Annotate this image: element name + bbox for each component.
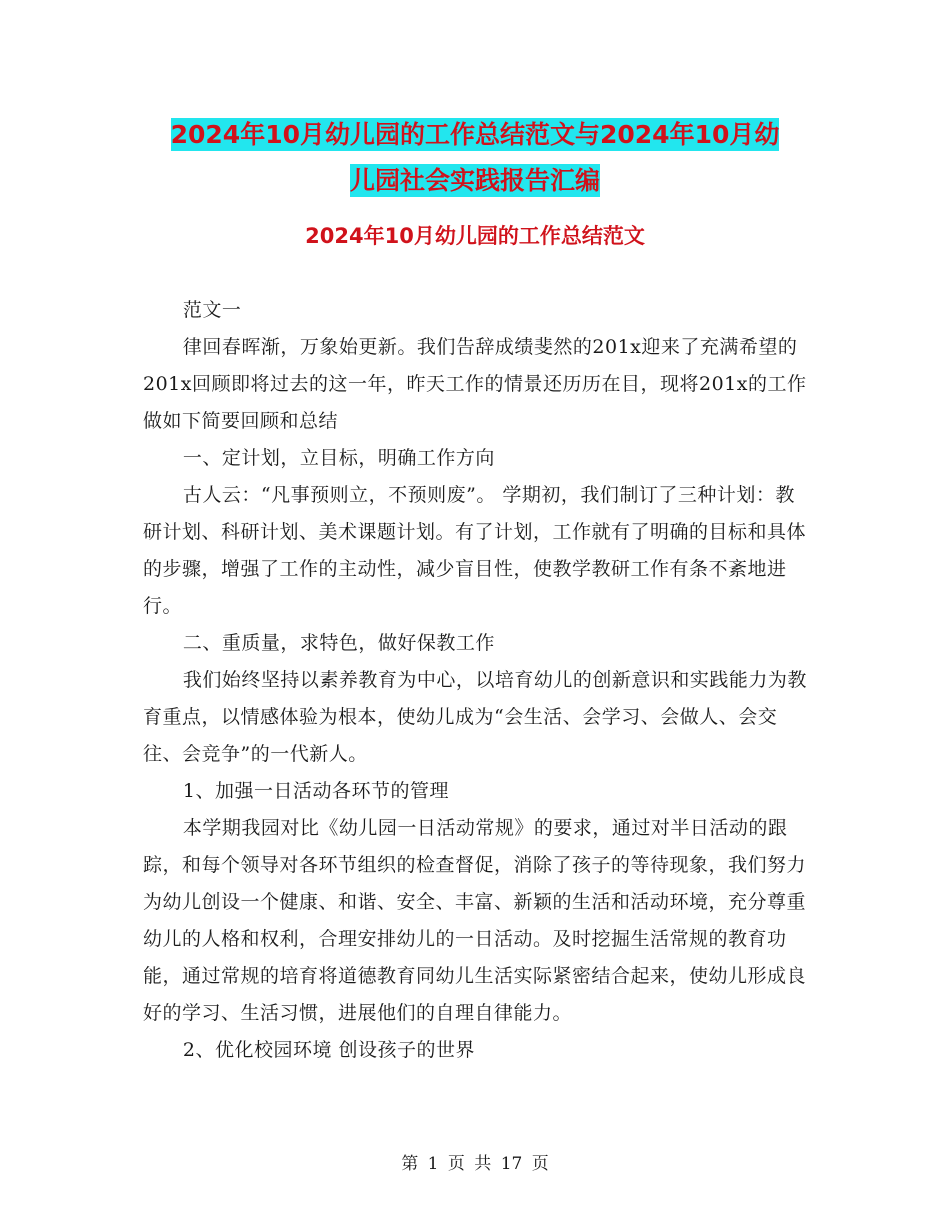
paragraph: 1、加强一日活动各环节的管理 — [182, 780, 449, 802]
paragraph: 一、定计划，立目标，明确工作方向 — [182, 447, 495, 469]
paragraph: 范文一 — [182, 299, 242, 321]
page-footer: 第 1 页 共 17 页 — [401, 1154, 549, 1174]
paragraph: 二、重质量，求特色，做好保教工作 — [182, 632, 495, 654]
section-title: 2024年10月幼儿园的工作总结范文 — [305, 224, 645, 248]
document-title-line-1: 2024年10月幼儿园的工作总结范文与2024年10月幼 — [170, 120, 780, 149]
document-title-line-2: 儿园社会实践报告汇编 — [349, 166, 600, 195]
paragraph: 本学期我园对比《幼儿园一日活动常规》的要求，通过对半日活动的跟踪，和每个领导对各环节组织的检查督促，消除了孩子的等待现象，我们努力为幼儿创设一个健康、和谐、安全、丰富、新颖的生活和活动环境，充分尊重幼儿的人格和权利，合理安排幼儿的一日活动。及时挖掘生活常规的教育功能，通过常规的培育将道德教育同幼儿生活实际紧密结合起来，使幼儿形成良好的学习、生活习惯，进展他们的自理自律能力。 — [143, 817, 807, 1024]
paragraph: 我们始终坚持以素养教育为中心，以培育幼儿的创新意识和实践能力为教育重点，以情感体验为根本，使幼儿成为“会生活、会学习、会做人、会交往、会竞争”的一代新人。 — [143, 669, 807, 765]
paragraph: 古人云：“凡事预则立，不预则废”。 学期初，我们制订了三种计划：教研计划、科研计划、美术课题计划。有了计划，工作就有了明确的目标和具体的步骤，增强了工作的主动性，减少盲目性，使教学教研工作有条不紊地进行。 — [143, 484, 807, 617]
paragraph: 律回春晖渐，万象始更新。我们告辞成绩斐然的201x迎来了充满希望的201x回顾即将过去的这一年，昨天工作的情景还历历在目，现将201x的工作做如下简要回顾和总结 — [143, 336, 807, 432]
paragraph: 2、优化校园环境 创设孩子的世界 — [182, 1039, 476, 1061]
document-title — [140, 112, 810, 204]
document-body — [143, 292, 808, 1069]
